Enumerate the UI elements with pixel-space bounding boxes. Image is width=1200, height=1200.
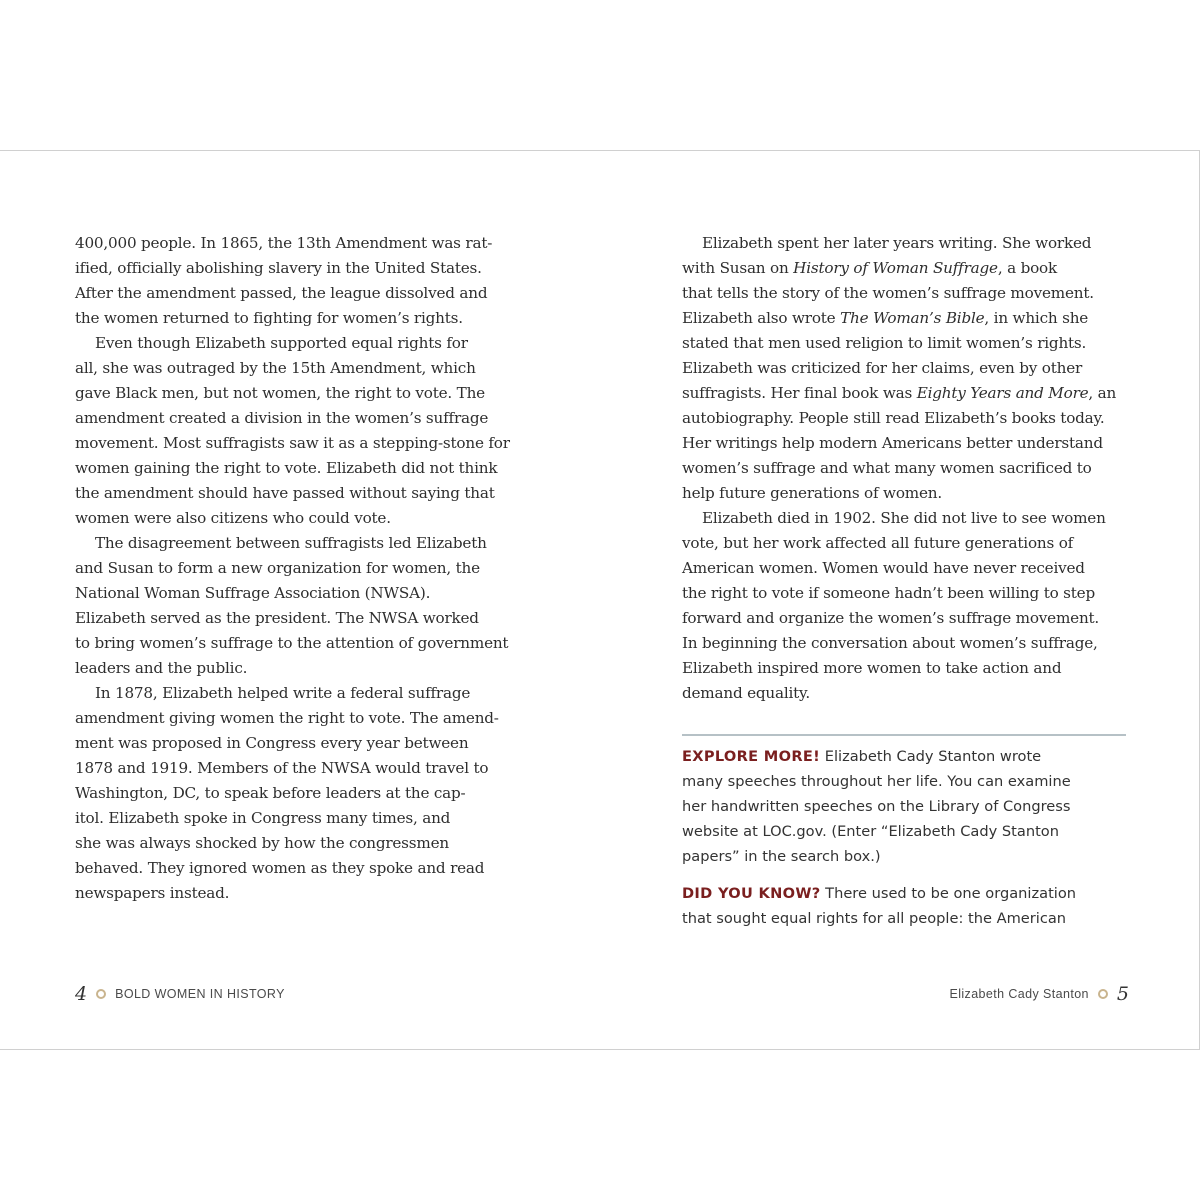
text-line: stated that men used religion to limit women’s rights. [682, 334, 1087, 352]
text-line: After the amendment passed, the league dissolved and [75, 284, 488, 302]
did-you-know-label: DID YOU KNOW? [682, 885, 821, 902]
book-spread [0, 150, 1200, 1050]
text-line: behaved. They ignored women as they spoke and read [75, 859, 485, 877]
text-line: the women returned to fighting for women’s rights. [75, 309, 463, 327]
text-line: newspapers instead. [75, 884, 230, 902]
text-line: leaders and the public. [75, 659, 248, 677]
text-segment: with Susan on [682, 259, 794, 277]
text-line: her handwritten speeches on the Library of Congress [682, 798, 1071, 815]
right-page [600, 151, 1199, 1049]
left-page [0, 151, 600, 1049]
text-line: all, she was outraged by the 15th Amendment, which [75, 359, 476, 377]
text-line [682, 744, 1132, 769]
text-line: she was always shocked by how the congressmen [75, 834, 449, 852]
text-line: In 1878, Elizabeth helped write a federal suffrage [95, 684, 471, 702]
left-page-footer [75, 980, 285, 1008]
text-line [682, 381, 1132, 406]
text-line: autobiography. People still read Elizabeth’s books today. [682, 409, 1105, 427]
text-line: vote, but her work affected all future generations of [682, 534, 1074, 552]
left-body-text [75, 231, 525, 906]
text-line: Elizabeth inspired more women to take action and [682, 659, 1062, 677]
text-line: Elizabeth spent her later years writing. She worked [702, 234, 1092, 252]
text-line: forward and organize the women’s suffrage movement. [682, 609, 1100, 627]
text-line: women gaining the right to vote. Elizabeth did not think [75, 459, 498, 477]
text-line: the right to vote if someone hadn’t been willing to step [682, 584, 1095, 602]
text-line: demand equality. [682, 684, 811, 702]
did-you-know-note [682, 881, 1132, 931]
text-line: and Susan to form a new organization for women, the [75, 559, 480, 577]
text-line: American women. Women would have never received [682, 559, 1085, 577]
text-line: Elizabeth served as the president. The NWSA worked [75, 609, 479, 627]
text-line: movement. Most suffragists saw it as a stepping-stone for [75, 434, 510, 452]
text-line: that sought equal rights for all people: the American [682, 910, 1067, 927]
right-body-text [682, 231, 1132, 706]
text-line [682, 881, 1132, 906]
text-segment: , a book [997, 259, 1057, 277]
text-line [682, 256, 1132, 281]
right-page-footer [949, 980, 1129, 1008]
text-line: National Woman Suffrage Association (NWSA). [75, 584, 431, 602]
text-line: women were also citizens who could vote. [75, 509, 391, 527]
explore-more-note [682, 744, 1132, 869]
explore-more-label: EXPLORE MORE! [682, 748, 821, 765]
text-line: amendment giving women the right to vote. The amend- [75, 709, 499, 727]
book-title: The Woman’s Bible [840, 309, 985, 327]
text-line: papers” in the search box.) [682, 848, 881, 865]
text-line: ment was proposed in Congress every year between [75, 734, 469, 752]
book-title: History of Woman Suffrage [793, 259, 998, 277]
text-line: amendment created a division in the women’s suffrage [75, 409, 489, 427]
text-line: Elizabeth died in 1902. She did not live to see women [702, 509, 1106, 527]
text-line: Even though Elizabeth supported equal rights for [95, 334, 468, 352]
text-line: itol. Elizabeth spoke in Congress many times, and [75, 809, 451, 827]
text-line: The disagreement between suffragists led Elizabeth [95, 534, 487, 552]
text-line: Her writings help modern Americans better understand [682, 434, 1103, 452]
text-line: Elizabeth was criticized for her claims, even by other [682, 359, 1083, 377]
text-line: website at LOC.gov. (Enter “Elizabeth Cady Stanton [682, 823, 1059, 840]
page-number: 4 [75, 983, 88, 1005]
ornament-dot-icon [1098, 989, 1108, 999]
text-line: 1878 and 1919. Members of the NWSA would travel to [75, 759, 489, 777]
text-segment: There used to be one organization [820, 885, 1077, 902]
text-line: that tells the story of the women’s suffrage movement. [682, 284, 1094, 302]
text-line: ified, officially abolishing slavery in the United States. [75, 259, 482, 277]
running-head: Elizabeth Cady Stanton [949, 987, 1089, 1001]
text-segment: Elizabeth also wrote [682, 309, 841, 327]
text-line: to bring women’s suffrage to the attention of government [75, 634, 509, 652]
text-segment: suffragists. Her final book was [682, 384, 917, 402]
text-line: help future generations of women. [682, 484, 942, 502]
sidebar-box [682, 744, 1132, 931]
text-segment: , an [1088, 384, 1117, 402]
text-segment: , in which she [984, 309, 1089, 327]
text-line: Washington, DC, to speak before leaders at the cap- [75, 784, 466, 802]
sidebar-divider [682, 734, 1126, 736]
text-line: many speeches throughout her life. You can examine [682, 773, 1071, 790]
text-line: women’s suffrage and what many women sacrificed to [682, 459, 1092, 477]
ornament-dot-icon [96, 989, 106, 999]
text-line: 400,000 people. In 1865, the 13th Amendment was rat- [75, 234, 493, 252]
text-line: the amendment should have passed without saying that [75, 484, 495, 502]
text-line: In beginning the conversation about women’s suffrage, [682, 634, 1098, 652]
text-line: gave Black men, but not women, the right to vote. The [75, 384, 485, 402]
running-head: BOLD WOMEN IN HISTORY [115, 987, 285, 1001]
book-title: Eighty Years and More [916, 384, 1089, 402]
text-segment: Elizabeth Cady Stanton wrote [820, 748, 1042, 765]
page-number: 5 [1116, 983, 1129, 1005]
text-line [682, 306, 1132, 331]
